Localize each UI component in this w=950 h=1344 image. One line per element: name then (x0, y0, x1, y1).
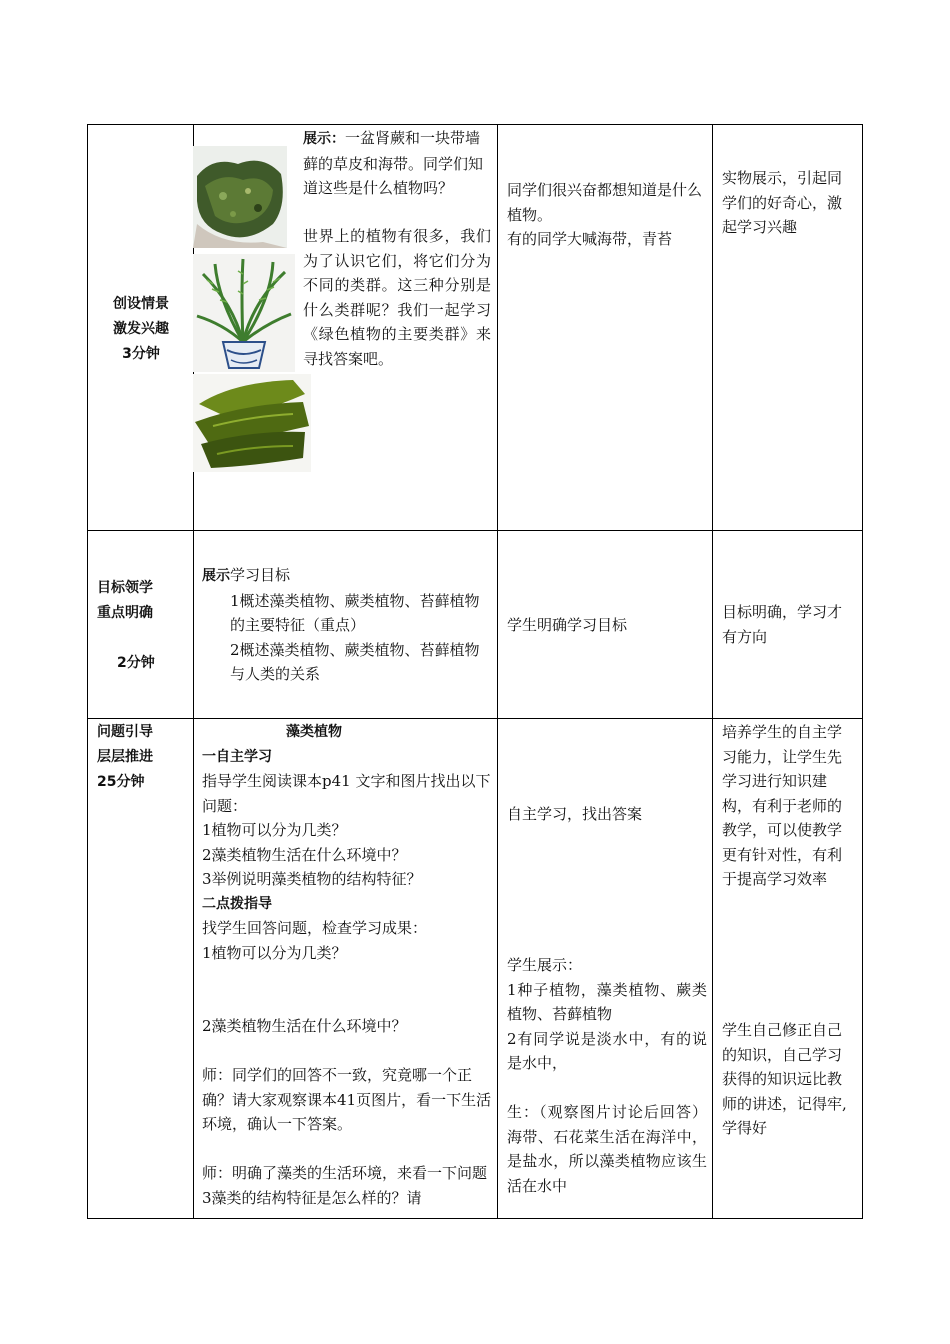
teacher-paragraph (303, 224, 491, 371)
kelp-photo (193, 374, 311, 472)
spacer (202, 965, 492, 990)
show-label: 展示 (202, 568, 230, 584)
show-text: 学习目标 (230, 566, 291, 584)
stage-line: 重点明确 (97, 605, 153, 621)
student-cell (507, 613, 707, 638)
student-cell (507, 953, 707, 1198)
teacher-text: 指导学生阅读课本p41 文字和图片找出以下问题： (202, 772, 491, 815)
table-divider (497, 124, 498, 1219)
row-divider (87, 530, 863, 531)
section-heading: 藻类植物 (286, 724, 342, 740)
student-text: 生：（观察图片讨论后回答）海带、石花菜生活在海洋中，是盐水，所以藻类植物应该生活在水中 (507, 1103, 707, 1195)
purpose-text: 实物展示，引起同学们的好奇心，激起学习兴趣 (722, 169, 843, 236)
student-text: 学生明确学习目标 (507, 616, 628, 634)
goal-item: 1概述藻类植物、蕨类植物、苔藓植物的主要特征（重点） (230, 591, 480, 634)
stage-line: 创设情景 (113, 296, 169, 312)
teacher-cell (202, 563, 492, 687)
row-divider (87, 718, 863, 719)
stage-line: 问题引导 (97, 724, 153, 740)
purpose-text: 学生自己修正自己的知识，自己学习获得的知识远比教师的讲述，记得牢,学得好 (722, 1021, 847, 1137)
teacher-text: 师：同学们的回答不一致，究竟哪一个正确？请大家观察课本41页图片，看一下生活环境，确认一下答案。 (202, 1066, 492, 1133)
stage-cell (89, 292, 193, 367)
question-item: 2藻类植物生活在什么环境中？ (202, 845, 407, 864)
purpose-text: 培养学生的自主学习能力，让学生先学习进行知识建构，有利于老师的教学，可以使教学更有针对性，有利于提高学习效率 (722, 723, 843, 888)
moss-photo (193, 146, 287, 248)
student-text: 2有同学说是淡水中，有的说是水中， (507, 1029, 707, 1072)
student-text: 1种子植物，藻类植物、蕨类植物、苔藓植物 (507, 980, 707, 1023)
question-item: 2藻类植物生活在什么环境中？ (202, 1017, 407, 1035)
show-text: 一盆肾蕨和一块带墙藓的草皮和海带。同学们知道这些是什么植物吗？ (303, 129, 484, 197)
goal-item: 2概述藻类植物、蕨类植物、苔藓植物与人类的关系 (230, 640, 480, 683)
question-item: 1植物可以分为几类？ (202, 943, 347, 962)
teacher-cell (202, 720, 492, 1210)
table-border-right (862, 124, 863, 1219)
purpose-cell (722, 720, 852, 892)
stage-duration: 3分钟 (122, 346, 160, 362)
kelp-image (193, 374, 311, 472)
table-border-top (87, 124, 863, 125)
stage-line: 层层推进 (97, 749, 153, 765)
question-item: 3举例说明藻类植物的结构特征？ (202, 870, 422, 888)
section-title: 一自主学习 (202, 748, 272, 765)
moss-image (193, 146, 287, 248)
stage-line: 目标领学 (97, 580, 153, 596)
stage-cell (97, 720, 193, 795)
purpose-cell (722, 166, 852, 240)
spacer (507, 1076, 707, 1101)
table-border-bottom (87, 1218, 863, 1219)
stage-duration: 25分钟 (97, 774, 145, 790)
fern-image (193, 254, 295, 372)
teacher-text: 师：明确了藻类的生活环境，来看一下问题3藻类的结构特征是怎么样的？请 (202, 1164, 488, 1207)
spacer (202, 1039, 492, 1064)
student-text: 学生展示： (507, 956, 583, 974)
student-text: 同学们很兴奋都想知道是什么植物。 (507, 181, 703, 224)
fern-photo (193, 254, 295, 372)
stage-line: 激发兴趣 (113, 321, 169, 337)
purpose-cell (722, 1018, 852, 1141)
student-text: 有的同学大喊海带，青苔 (507, 230, 673, 248)
stage-cell (97, 576, 193, 676)
student-cell (507, 802, 707, 827)
purpose-text: 目标明确，学习才有方向 (722, 603, 843, 646)
spacer (202, 1137, 492, 1162)
table-border-left (87, 124, 88, 1219)
spacer (97, 626, 193, 651)
section-title: 二点拨指导 (202, 895, 272, 912)
show-label: 展示： (303, 131, 345, 147)
question-item: 1植物可以分为几类？ (202, 821, 347, 839)
teacher-show-line (303, 126, 491, 201)
lesson-plan-table (87, 124, 863, 1219)
student-text: 自主学习，找出答案 (507, 805, 643, 823)
stage-duration: 2分钟 (117, 654, 155, 671)
goals-title (202, 563, 492, 589)
purpose-cell (722, 600, 852, 649)
table-divider (712, 124, 713, 1219)
student-cell (507, 178, 707, 252)
teacher-cell (303, 126, 491, 201)
spacer (202, 990, 492, 1015)
teacher-text: 找学生回答问题，检查学习成果： (202, 919, 428, 937)
teacher-text: 世界上的植物有很多，我们为了认识它们，将它们分为不同的类群。这三种分别是什么类群呢？我们一起学习《绿色植物的主要类群》来寻找答案吧。 (303, 227, 491, 368)
